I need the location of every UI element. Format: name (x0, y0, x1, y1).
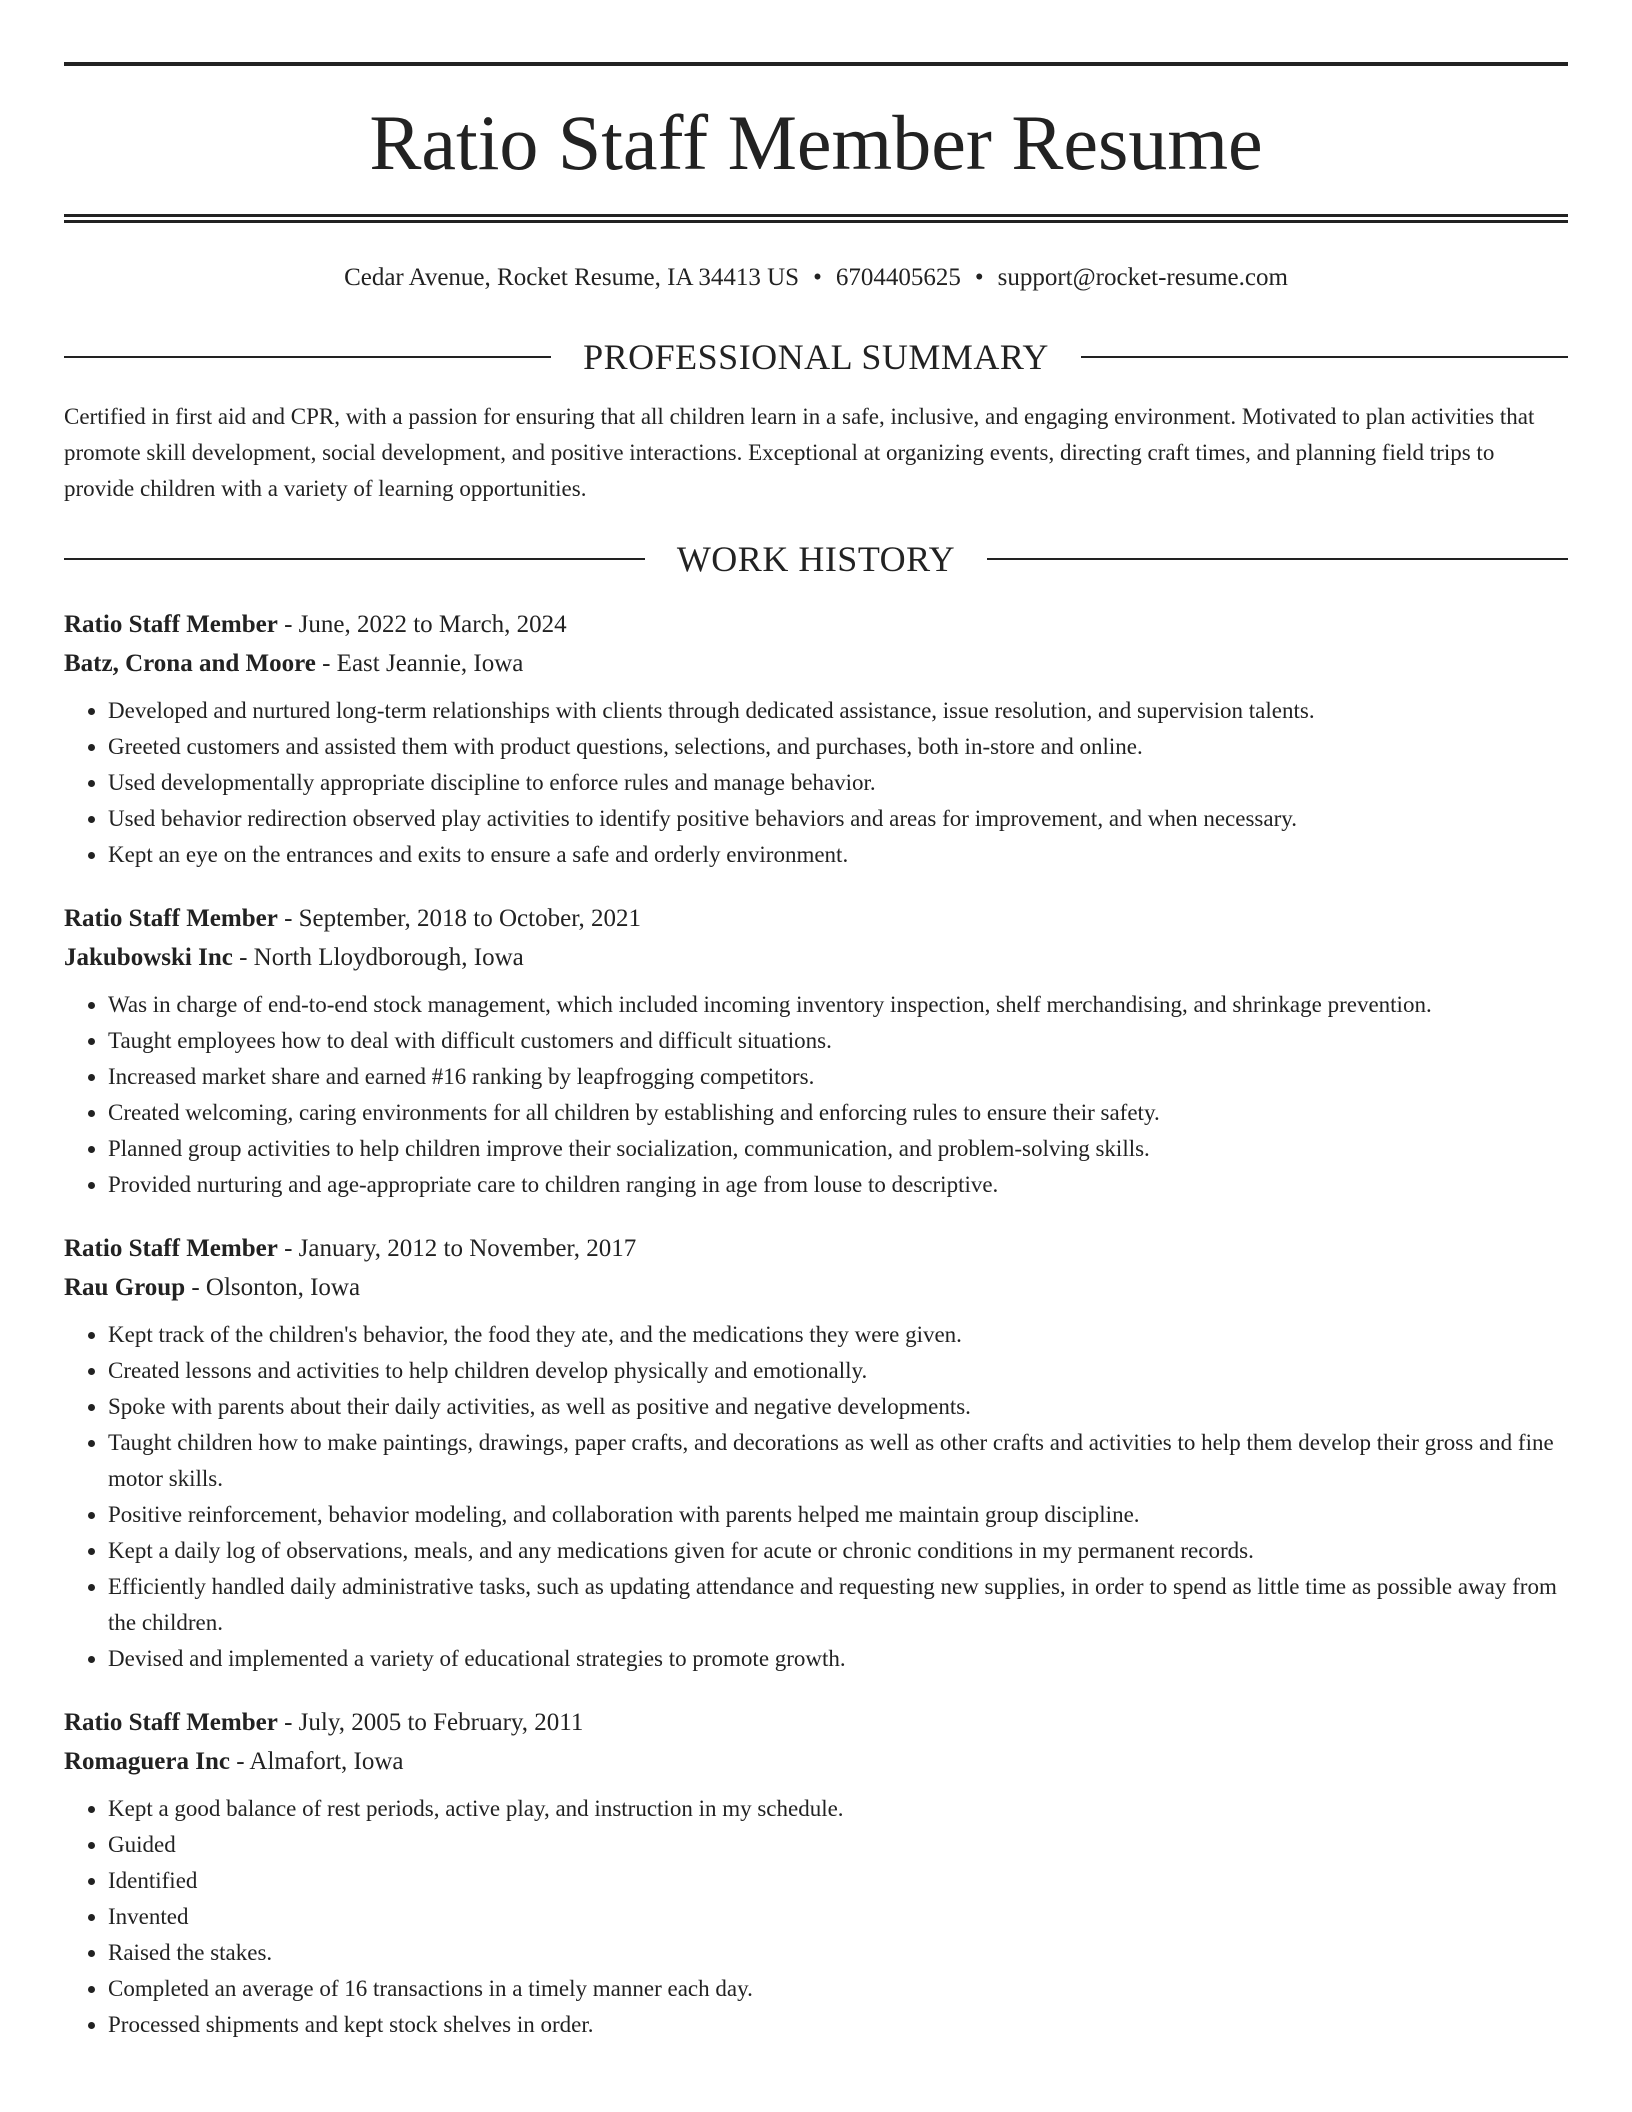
heading-rule-left (64, 558, 645, 560)
job-bullet-list (64, 693, 1568, 873)
job-company-line (64, 1268, 1568, 1307)
contact-address: Cedar Avenue, Rocket Resume, IA 34413 US (344, 264, 800, 291)
job-title: Ratio Staff Member (64, 1235, 278, 1262)
job-title-line (64, 1703, 1568, 1742)
job-dates: - July, 2005 to February, 2011 (277, 1709, 584, 1736)
job-bullet-list (64, 1317, 1568, 1677)
job-bullet: • Was in charge of end-to-end stock management, which included incoming inventory inspection, shelf merchandising, and shrinkage prevention. (108, 987, 1568, 1023)
summary-section-heading (64, 339, 1568, 375)
job-title-line (64, 1229, 1568, 1268)
summary-text: Certified in first aid and CPR, with a passion for ensuring that all children learn in a safe, inclusive, and engaging environment. Motivated to plan activities that promote skill development, social development, and positive interactions. Exceptional at organizing events, directing craft times, and planning field trips to provide children with a variety of learning opportunities. (64, 404, 1535, 501)
job-title-line (64, 899, 1568, 938)
job-dates: - January, 2012 to November, 2017 (277, 1235, 637, 1262)
job-bullet: • Raised the stakes. (108, 1935, 1568, 1971)
job-bullet: • Created welcoming, caring environments for all children by establishing and enforcing rules to ensure their safety. (108, 1095, 1568, 1131)
job-bullet: • Created lessons and activities to help children develop physically and emotionally. (108, 1353, 1568, 1389)
job-bullet-list (64, 1791, 1568, 2043)
job-entry (64, 605, 1568, 873)
heading-rule-right (987, 558, 1568, 560)
job-bullet: • Used developmentally appropriate discipline to enforce rules and manage behavior. (108, 765, 1568, 801)
job-company: Rau Group (64, 1274, 186, 1301)
job-title-line (64, 605, 1568, 644)
job-location: - North Lloydborough, Iowa (232, 944, 524, 971)
job-title: Ratio Staff Member (64, 905, 278, 932)
job-bullet: • Guided (108, 1827, 1568, 1863)
top-rule (64, 62, 1568, 66)
contact-separator: • (974, 264, 984, 291)
job-entry (64, 1229, 1568, 1677)
job-bullet: • Completed an average of 16 transactions in a timely manner each day. (108, 1971, 1568, 2007)
job-company-line (64, 644, 1568, 683)
job-bullet: • Kept a daily log of observations, meals, and any medications given for acute or chronic conditions in my permanent records. (108, 1533, 1568, 1569)
job-bullet: • Taught employees how to deal with difficult customers and difficult situations. (108, 1023, 1568, 1059)
job-bullet: • Increased market share and earned #16 ranking by leapfrogging competitors. (108, 1059, 1568, 1095)
job-bullet: • Kept an eye on the entrances and exits to ensure a safe and orderly environment. (108, 837, 1568, 873)
job-bullet: • Taught children how to make paintings, drawings, paper crafts, and decorations as well as other crafts and activities to help them develop their gross and fine motor skills. (108, 1425, 1568, 1497)
job-bullet: • Identified (108, 1863, 1568, 1899)
work-history-section-heading (64, 541, 1568, 577)
job-bullet: • Kept a good balance of rest periods, active play, and instruction in my schedule. (108, 1791, 1568, 1827)
job-entry (64, 899, 1568, 1203)
job-dates: - September, 2018 to October, 2021 (277, 905, 642, 932)
job-bullet: • Kept track of the children's behavior, the food they ate, and the medications they were given. (108, 1317, 1568, 1353)
job-bullet: • Processed shipments and kept stock shelves in order. (108, 2007, 1568, 2043)
job-bullet: • Efficiently handled daily administrative tasks, such as updating attendance and requesting new supplies, in order to spend as little time as possible away from the children. (108, 1569, 1568, 1641)
job-title: Ratio Staff Member (64, 1709, 278, 1736)
page-title: Ratio Staff Member Resume (369, 99, 1263, 186)
contact-separator: • (813, 264, 822, 291)
job-bullet-list (64, 987, 1568, 1203)
job-bullet: • Used behavior redirection observed play activities to identify positive behaviors and areas for improvement, and when necessary. (108, 801, 1568, 837)
job-bullet: • Spoke with parents about their daily activities, as well as positive and negative developments. (108, 1389, 1568, 1425)
job-bullet: • Developed and nurtured long-term relationships with clients through dedicated assistance, issue resolution, and supervision talents. (108, 693, 1568, 729)
contact-phone: 6704405625 (835, 264, 961, 291)
job-company: Jakubowski Inc (64, 944, 233, 971)
job-bullet: • Greeted customers and assisted them with product questions, selections, and purchases, both in-store and online. (108, 729, 1568, 765)
job-location: - Almafort, Iowa (229, 1748, 404, 1775)
job-bullet: • Devised and implemented a variety of educational strategies to promote growth. (108, 1641, 1568, 1677)
job-bullet: • Positive reinforcement, behavior modeling, and collaboration with parents helped me maintain group discipline. (108, 1497, 1568, 1533)
job-dates: - June, 2022 to March, 2024 (277, 611, 567, 638)
job-title: Ratio Staff Member (64, 611, 278, 638)
title-double-rule (64, 214, 1568, 223)
job-company-line (64, 938, 1568, 977)
contact-email: support@rocket-resume.com (997, 264, 1288, 291)
job-bullet: • Provided nurturing and age-appropriate care to children ranging in age from louse to descriptive. (108, 1167, 1568, 1203)
job-bullet: • Planned group activities to help children improve their socialization, communication, and problem-solving skills. (108, 1131, 1568, 1167)
job-company-line (64, 1742, 1568, 1781)
job-entry (64, 1703, 1568, 2043)
job-location: - Olsonton, Iowa (185, 1274, 361, 1301)
job-company: Batz, Crona and Moore (64, 650, 316, 677)
work-history-heading-text: WORK HISTORY (676, 539, 956, 579)
heading-rule-right (1081, 356, 1568, 358)
contact-line (64, 263, 1568, 293)
job-company: Romaguera Inc (64, 1748, 230, 1775)
heading-rule-left (64, 356, 551, 358)
summary-heading-text: PROFESSIONAL SUMMARY (583, 337, 1049, 377)
job-location: - East Jeannie, Iowa (315, 650, 524, 677)
job-bullet: • Invented (108, 1899, 1568, 1935)
